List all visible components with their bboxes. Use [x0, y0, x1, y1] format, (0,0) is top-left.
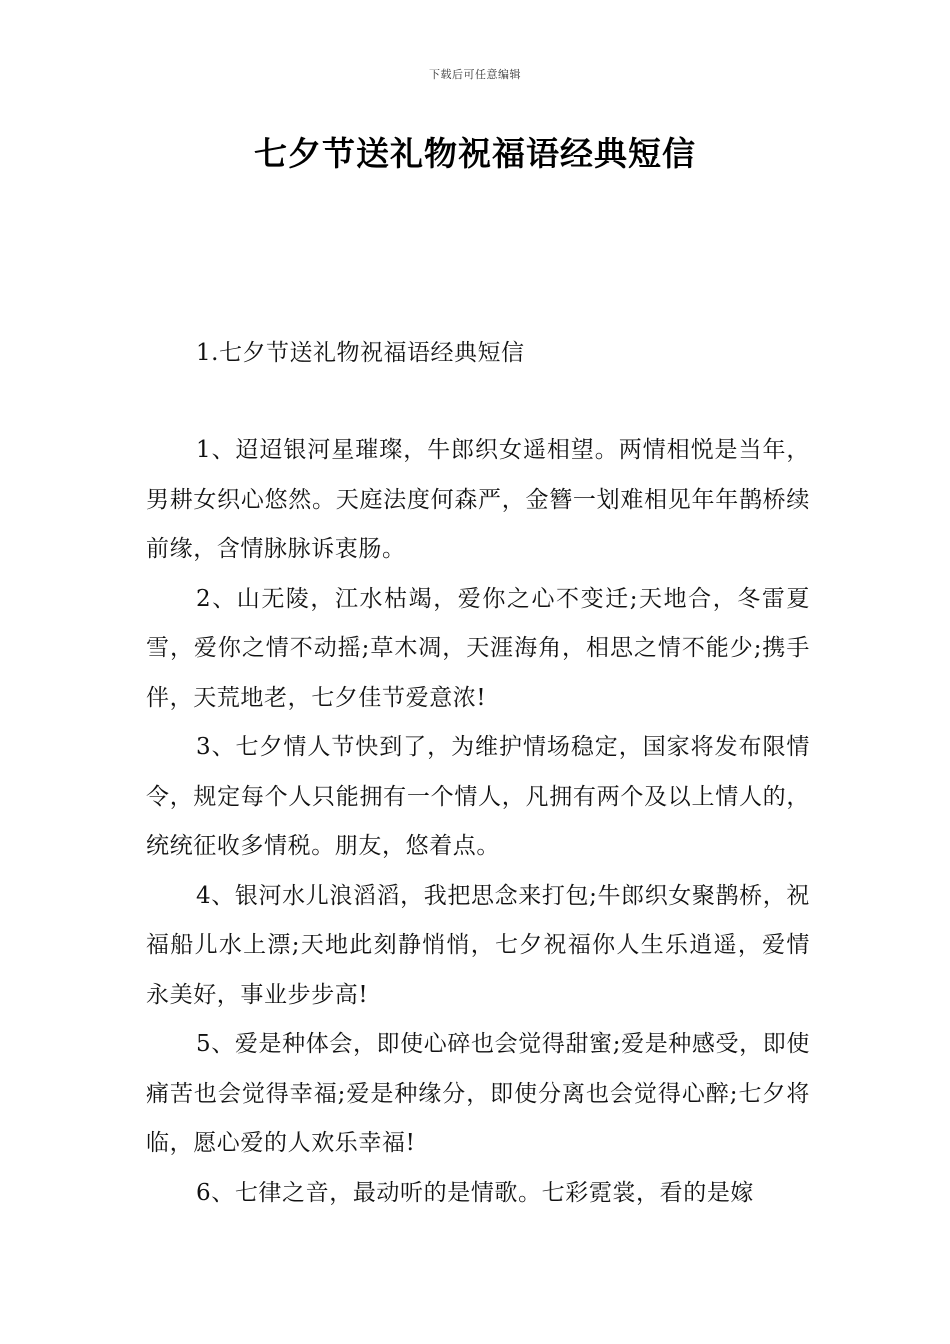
paragraph: 5、爱是种体会，即使心碎也会觉得甜蜜;爱是种感受，即使痛苦也会觉得幸福;爱是种缘分，即使分离也会觉得心醉;七夕将临，愿心爱的人欢乐幸福! [146, 1031, 810, 1156]
paragraph: 4、银河水儿浪滔滔，我把思念来打包;牛郎织女聚鹊桥，祝福船儿水上漂;天地此刻静悄悄，七夕祝福你人生乐逍遥，爱情永美好，事业步步高! [146, 882, 810, 1008]
header-note: 下载后可任意编辑 [429, 68, 521, 81]
section-heading: 1.七夕节送礼物祝福语经典短信 [196, 340, 525, 366]
document-title: 七夕节送礼物祝福语经典短信 [254, 134, 696, 173]
paragraph: 3、七夕情人节快到了，为维护情场稳定，国家将发布限情令，规定每个人只能拥有一个情人，凡拥有两个及以上情人的，统统征收多情税。朋友，悠着点。 [146, 734, 810, 859]
paragraph: 6、七律之音，最动听的是情歌。七彩霓裳，看的是嫁 [196, 1179, 755, 1206]
paragraph: 1、迢迢银河星璀璨，牛郎织女遥相望。两情相悦是当年，男耕女织心悠然。天庭法度何森严，金簪一划难相见年年鹊桥续前缘，含情脉脉诉衷肠。 [146, 437, 810, 562]
paragraph: 2、山无陵，江水枯竭，爱你之心不变迁;天地合，冬雷夏雪，爱你之情不动摇;草木凋，天涯海角，相思之情不能少;携手伴，天荒地老，七夕佳节爱意浓! [146, 585, 810, 711]
document-body [146, 426, 810, 1218]
